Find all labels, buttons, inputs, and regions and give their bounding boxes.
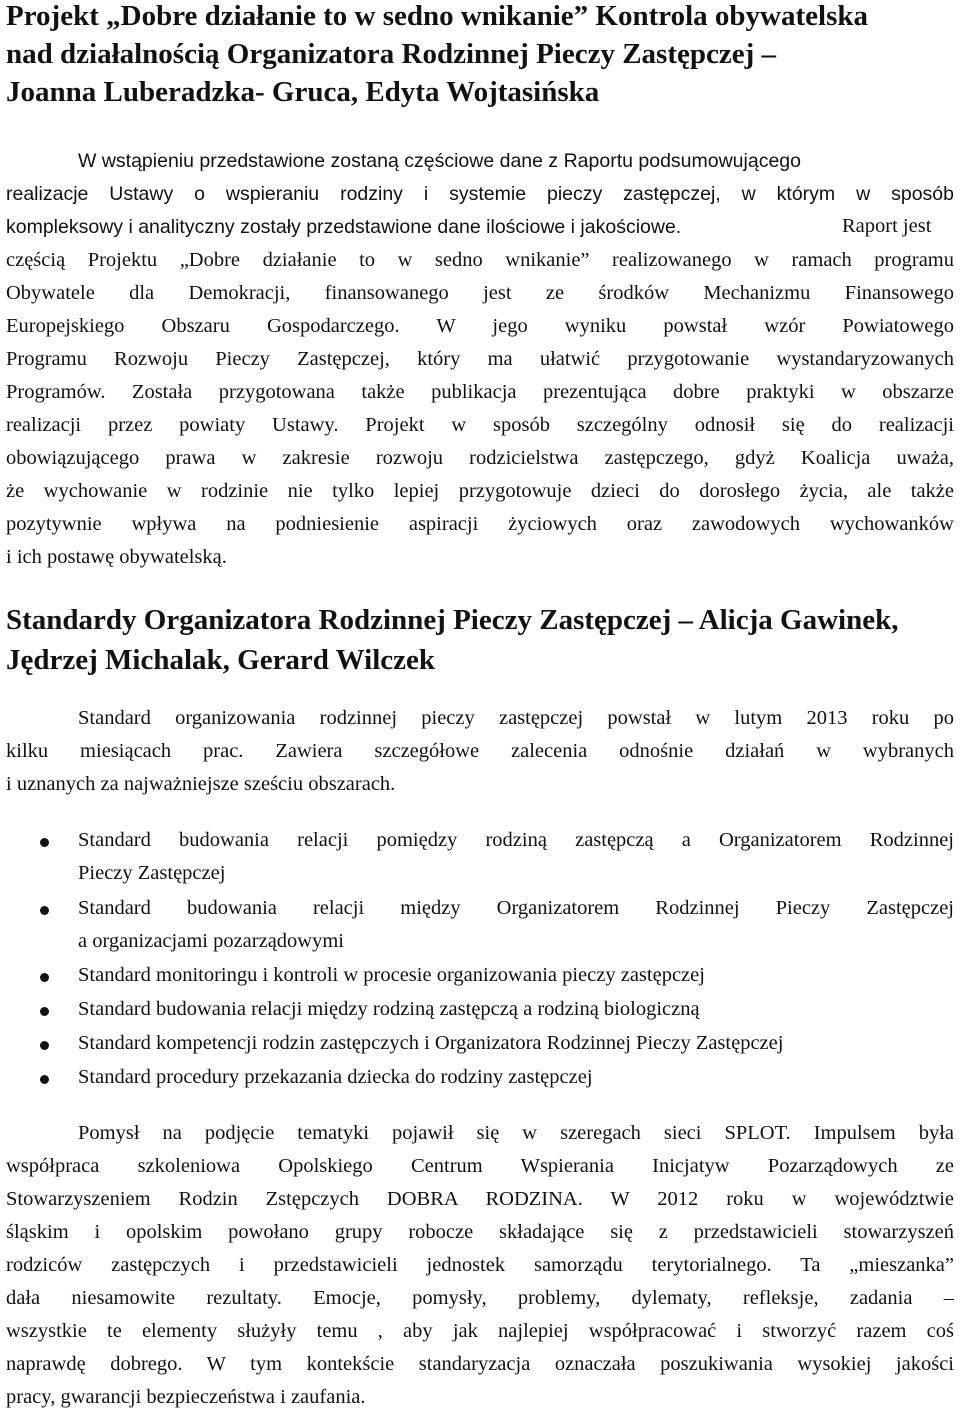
paragraph-line: kompleksowy i analityczny zostały przedstawione dane ilościowe i jakościowe. xyxy=(6,216,682,238)
section2-title-line: Jędrzej Michalak, Gerard Wilczek xyxy=(6,644,435,676)
paragraph-line: że wychowanie w rodzinie nie tylko lepiej przygotowuje dzieci do dorosłego życia, ale także xyxy=(6,480,954,502)
paragraph-line: Raport jest xyxy=(842,215,932,237)
paragraph-line: Programu Rozwoju Pieczy Zastępczej, który ma ułatwić przygotowanie wystandaryzowanych xyxy=(6,348,954,370)
paragraph-line: realizacji przez powiaty Ustawy. Projekt w sposób szczególny odnosił się do realizacji xyxy=(6,414,954,436)
closing-line: Stowarzyszeniem Rodzin Zstępczych DOBRA RODZINA. W 2012 roku w województwie xyxy=(6,1188,954,1210)
paragraph-line: realizacje Ustawy o wspieraniu rodziny i systemie pieczy zastępczej, w którym w sposób xyxy=(6,183,954,205)
closing-line: pracy, gwarancji bezpieczeństwa i zaufania. xyxy=(6,1386,366,1408)
list-item-line: Standard budowania relacji między rodziną zastępczą a rodziną biologiczną xyxy=(78,998,700,1020)
closing-line: rodziców zastępczych i przedstawicieli jednostek samorządu terytorialnego. Ta „mieszanka” xyxy=(6,1254,954,1276)
paragraph-line: pozytywnie wpływa na podniesienie aspiracji życiowych oraz zawodowych wychowanków xyxy=(6,513,954,535)
closing-line: wszystkie te elementy służyły temu , aby jak najlepiej współpracować i stworzyć razem coś xyxy=(6,1320,954,1342)
section1-title-line: Joanna Luberadzka- Gruca, Edyta Wojtasińska xyxy=(6,76,600,108)
list-item-line: Standard budowania relacji pomiędzy rodziną zastępczą a Organizatorem Rodzinnej xyxy=(78,829,954,851)
list-item-line: Standard kompetencji rodzin zastępczych i Organizatora Rodzinnej Pieczy Zastępczej xyxy=(78,1032,784,1054)
intro-line: Standard organizowania rodzinnej pieczy zastępczej powstał w lutym 2013 roku po xyxy=(78,707,954,729)
bullet-icon xyxy=(40,838,49,847)
section1-title-line: Projekt „Dobre działanie to w sedno wnikanie” Kontrola obywatelska xyxy=(6,0,868,32)
bullet-icon xyxy=(40,1007,49,1016)
paragraph-line: obowiązującego prawa w zakresie rozwoju rodzicielstwa zastępczego, gdyż Koalicja uważa, xyxy=(6,447,954,469)
paragraph-line: i ich postawę obywatelską. xyxy=(6,546,227,568)
closing-line: Pomysł na podjęcie tematyki pojawił się w szeregach sieci SPLOT. Impulsem była xyxy=(78,1122,954,1144)
bullet-icon xyxy=(40,973,49,982)
paragraph-line: częścią Projektu „Dobre działanie to w sedno wnikanie” realizowanego w ramach programu xyxy=(6,249,954,271)
bullet-icon xyxy=(40,906,49,915)
intro-line: kilku miesiącach prac. Zawiera szczegółowe zalecenia odnośnie działań w wybranych xyxy=(6,740,954,762)
closing-line: naprawdę dobrego. W tym kontekście standaryzacja oznaczała poszukiwania wysokiej jakości xyxy=(6,1353,954,1375)
bullet-icon xyxy=(40,1041,49,1050)
list-item-line: Standard procedury przekazania dziecka do rodziny zastępczej xyxy=(78,1066,593,1088)
list-item-line: Standard monitoringu i kontroli w procesie organizowania pieczy zastępczej xyxy=(78,964,705,986)
list-item-line: a organizacjami pozarządowymi xyxy=(78,930,344,952)
closing-line: współpraca szkoleniowa Opolskiego Centrum Wspierania Inicjatyw Pozarządowych ze xyxy=(6,1155,954,1177)
closing-line: śląskim i opolskim powołano grupy robocze składające się z przedstawicieli stowarzyszeń xyxy=(6,1221,954,1243)
intro-line: i uznanych za najważniejsze sześciu obszarach. xyxy=(6,773,396,795)
paragraph-line: Obywatele dla Demokracji, finansowanego jest ze środków Mechanizmu Finansowego xyxy=(6,282,954,304)
section1-title-line: nad działalnością Organizatora Rodzinnej Pieczy Zastępczej – xyxy=(6,38,777,70)
paragraph-line: Programów. Została przygotowana także publikacja prezentująca dobre praktyki w obszarze xyxy=(6,381,954,403)
closing-line: dała niesamowite rezultaty. Emocje, pomysły, problemy, dylematy, refleksje, zadania – xyxy=(6,1287,954,1309)
bullet-icon xyxy=(40,1075,49,1084)
section2-title-line: Standardy Organizatora Rodzinnej Pieczy Zastępczej – Alicja Gawinek, xyxy=(6,604,899,636)
list-item-line: Pieczy Zastępczej xyxy=(78,862,226,884)
list-item-line: Standard budowania relacji między Organizatorem Rodzinnej Pieczy Zastępczej xyxy=(78,897,954,919)
paragraph-line: W wstąpieniu przedstawione zostaną częściowe dane z Raportu podsumowującego xyxy=(78,150,801,172)
paragraph-line: Europejskiego Obszaru Gospodarczego. W jego wyniku powstał wzór Powiatowego xyxy=(6,315,954,337)
